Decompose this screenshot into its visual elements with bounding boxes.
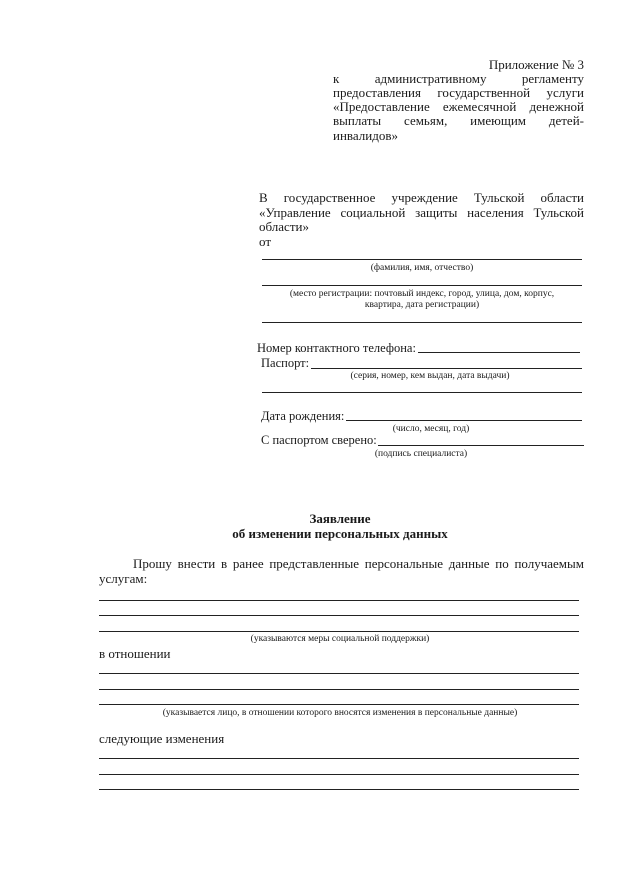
passport-caption: (серия, номер, кем выдан, дата выдачи)	[350, 371, 510, 381]
phone-label: Номер контактного телефона:	[257, 341, 416, 355]
addressee-line-2: «Управление социальной защиты населения Тульской	[259, 205, 584, 220]
measures-line-2[interactable]	[99, 615, 579, 616]
person-caption: (указывается лицо, в отношении которого вносятся изменения в персональные данные)	[162, 708, 518, 718]
from-label: от	[259, 234, 272, 249]
birth-field-line[interactable]	[346, 420, 582, 421]
measures-caption: (указываются меры социальной поддержки)	[250, 634, 430, 644]
addressee-line-3: области»	[259, 219, 309, 234]
regarding-line-3[interactable]	[99, 704, 579, 705]
appendix-line-2: предоставления государственной услуги	[333, 85, 584, 100]
statement-title: Заявление	[309, 511, 371, 526]
birth-label: Дата рождения:	[261, 409, 345, 423]
phone-field-line[interactable]	[418, 352, 580, 353]
name-field-line[interactable]	[262, 259, 582, 260]
regarding-line-1[interactable]	[99, 673, 579, 674]
addressee-line-1: В государственное учреждение Тульской области	[259, 190, 584, 205]
verified-label: С паспортом сверено:	[261, 433, 377, 447]
body-line-1: Прошу внести в ранее представленные персональные данные по получаемым	[133, 556, 584, 571]
verified-caption: (подпись специалиста)	[374, 449, 468, 459]
birth-caption: (число, месяц, год)	[392, 424, 470, 434]
registration-field-line[interactable]	[262, 285, 582, 286]
statement-subtitle: об изменении персональных данных	[232, 526, 448, 541]
body-line-2: услугам:	[99, 571, 148, 586]
registration-caption-1: (место регистрации: почтовый индекс, город, улица, дом, корпус,	[289, 289, 555, 299]
appendix-line-3: «Предоставление ежемесячной денежной	[333, 99, 584, 114]
measures-line-3[interactable]	[99, 631, 579, 632]
appendix-line-1: к административному регламенту	[333, 71, 584, 86]
appendix-line-4: выплаты семьям, имеющим детей-	[333, 113, 584, 128]
regarding-label: в отношении	[99, 646, 171, 661]
regarding-line-2[interactable]	[99, 689, 579, 690]
changes-line-2[interactable]	[99, 774, 579, 775]
changes-line-1[interactable]	[99, 758, 579, 759]
appendix-line-5: инвалидов»	[333, 128, 398, 143]
appendix-title: Приложение № 3	[488, 57, 584, 72]
passport-label: Паспорт:	[261, 356, 310, 370]
name-caption: (фамилия, имя, отчество)	[370, 263, 474, 273]
passport-field-line[interactable]	[311, 368, 582, 369]
measures-line-1[interactable]	[99, 600, 579, 601]
changes-line-3[interactable]	[99, 789, 579, 790]
passport-extra-line[interactable]	[262, 392, 582, 393]
registration-extra-line[interactable]	[262, 322, 582, 323]
verified-field-line[interactable]	[378, 445, 584, 446]
registration-caption-2: квартира, дата регистрации)	[364, 300, 480, 310]
changes-label: следующие изменения	[99, 731, 225, 746]
